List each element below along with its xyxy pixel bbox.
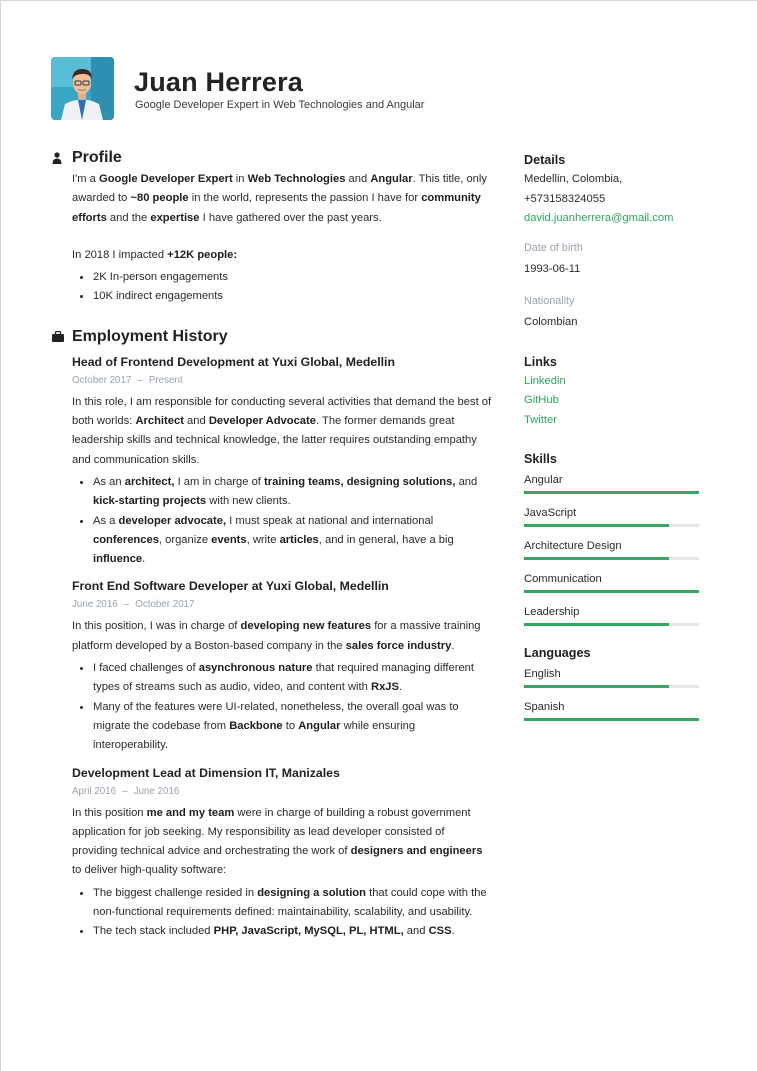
dob-value: 1993-06-11 [524,263,581,275]
job-bullet: • The biggest challenge resided in designing a solution that could cope with the non-functional requirements defined: maintainability, scalability, and usability. [92,884,492,923]
page-border-top [0,0,757,1]
details-phone: +573158324055 [524,192,606,205]
job-bullet: • As an architect, I am in charge of training teams, designing solutions, and kick-starting projects with new clients. [92,473,492,512]
job-title: Head of Frontend Development at Yuxi Global, Medellin [72,354,395,369]
job-title: Front End Software Developer at Yuxi Global, Medellin [72,579,389,594]
main-column [52,146,492,942]
job-start-date: October 2017 [72,374,132,386]
skill-level-bar [524,557,699,560]
language-level-bar [524,718,699,721]
avatar [51,57,114,120]
page-border-left [0,0,1,1071]
job-dates [72,372,492,390]
job-entry [72,577,492,755]
skill-label: Architecture Design [524,540,622,552]
skill-level-fill [524,491,699,494]
bullet-item: • 2K In-person engagements [92,268,492,287]
job-bullets [72,884,492,942]
job-end-date: October 2017 [135,599,195,611]
job-bullets [72,659,492,755]
candidate-name: Juan Herrera [134,67,303,97]
skill-level-bar [524,524,699,527]
job-description: In this position me and my team were in charge of building a robust government application for job seeking. My responsibility as lead developer consisted of providing technical advice and orchestrating the work of designers and engineers to deliver high-quality software: [72,806,483,877]
skill-level-bar [524,590,699,593]
profile-bullets [72,268,492,307]
job-dates [72,596,492,614]
skills-list [524,469,700,634]
skill-item [524,568,700,601]
job-bullets [72,473,492,569]
details-heading: Details [524,153,566,167]
job-description: In this position, I was in charge of developing new features for a massive training platform developed by a Boston-based company in the sales force industry. [72,620,481,652]
job-start-date: April 2016 [72,785,117,797]
language-item [524,696,700,729]
skills-heading: Skills [524,452,557,466]
employment-heading [52,325,492,349]
language-item [524,663,700,696]
language-level-bar [524,685,699,688]
job-end-date: June 2016 [133,785,180,797]
job-bullet: • As a developer advocate, I must speak at national and international conferences, organize events, write articles, and in general, have a big influence. [92,512,492,570]
date-separator: – [122,785,128,797]
job-bullet: • I faced challenges of asynchronous nature that required managing different types of streams such as audio, video, and content with RxJS. [92,659,492,698]
side-column [524,150,700,729]
job-dates [72,783,492,801]
profile-heading [52,146,492,170]
details-city: Medellin, Colombia, [524,173,623,185]
employment-heading-text: Employment History [72,328,228,346]
skill-item [524,469,700,502]
skill-level-fill [524,524,669,527]
link-twitter[interactable]: Twitter [524,413,557,426]
profile-heading-text: Profile [72,149,122,167]
skill-label: Angular [524,474,563,486]
bullet-item: • 10K indirect engagements [92,287,492,306]
nationality-label: Nationality [524,294,575,307]
job-list [72,353,492,942]
job-end-date: Present [148,374,183,386]
skill-label: JavaScript [524,507,577,519]
skill-level-fill [524,623,669,626]
person-icon [52,152,72,164]
skill-item [524,601,700,634]
language-label: Spanish [524,701,565,713]
skill-level-bar [524,491,699,494]
skill-label: Leadership [524,606,580,618]
date-separator: – [123,599,130,611]
skill-level-bar [524,623,699,626]
languages-list [524,663,700,729]
skill-level-fill [524,590,699,593]
languages-heading: Languages [524,646,591,660]
date-separator: – [137,374,143,386]
skill-level-fill [524,557,669,560]
job-entry [72,764,492,942]
details-email-link[interactable]: david.juanherrera@gmail.com [524,212,674,224]
profile-impact: In 2018 I impacted +12K people: [72,248,238,261]
candidate-subtitle: Google Developer Expert in Web Technologies and Angular [135,99,425,111]
link-linkedin[interactable]: Linkedin [524,374,566,387]
job-entry [72,353,492,570]
nationality-value: Colombian [524,316,578,328]
links-heading: Links [524,354,557,369]
skill-item [524,535,700,568]
job-bullet: • The tech stack included PHP, JavaScript, MySQL, PL, HTML, and CSS. [92,922,492,941]
dob-label: Date of birth [524,241,583,254]
profile-paragraph: I'm a Google Developer Expert in Web Technologies and Angular. This title, only awarded to ~80 people in the world, represents the passion I have for community efforts and the expertise I have gathered over the past years. [72,173,487,224]
briefcase-icon [52,331,72,342]
job-start-date: June 2016 [72,599,118,611]
skill-item [524,502,700,535]
link-github[interactable]: GitHub [524,394,559,406]
job-bullet: • Many of the features were UI-related, nonetheless, the overall goal was to migrate the codebase from Backbone to Angular while ensuring interoperability. [92,698,492,756]
language-label: English [524,668,561,680]
language-level-fill [524,718,699,721]
job-description: In this role, I am responsible for conducting several activities that demand the best of both worlds: Architect and Developer Advocate. The former demands great leadership skills and technical knowledge, the latter requires outstanding empathy and communication skills. [72,395,492,466]
skill-label: Communication [524,573,602,585]
language-level-fill [524,685,669,688]
job-title: Development Lead at Dimension IT, Manizales [72,765,340,780]
